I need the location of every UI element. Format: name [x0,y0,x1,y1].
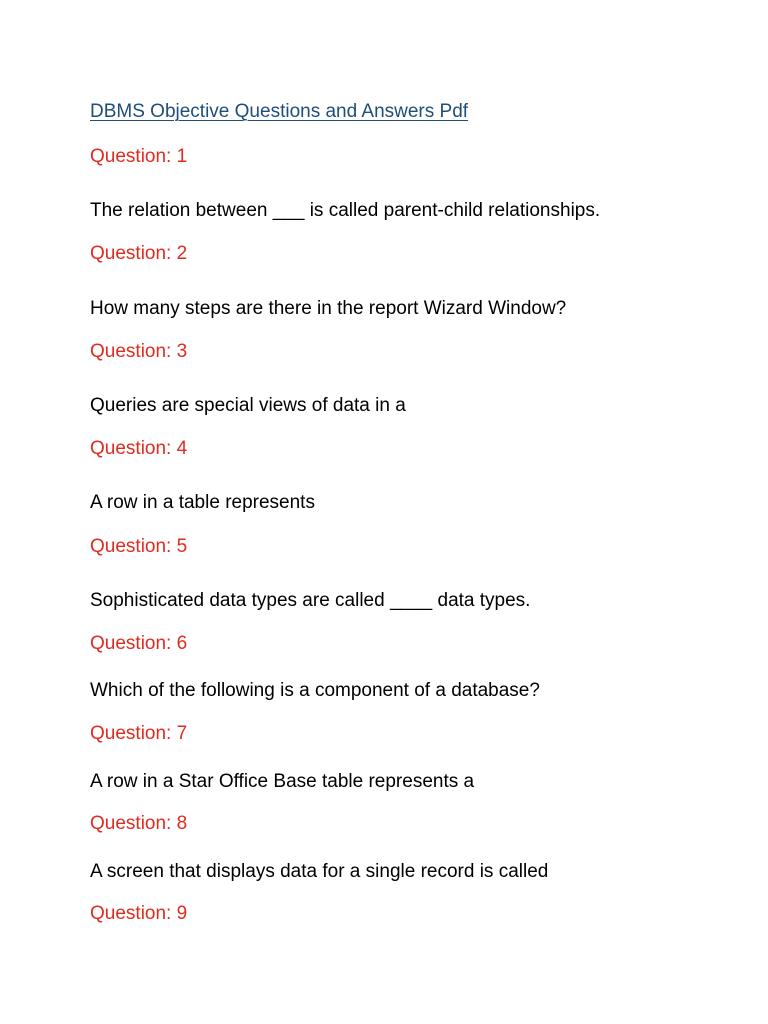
question-label-5: Question: 5 [90,536,188,557]
question-label-6: Question: 6 [90,633,188,654]
question-text-6: Which of the following is a component of a database? [90,680,540,701]
question-text-4: A row in a table represents [90,492,315,513]
question-text-7: A row in a Star Office Base table represents a [90,771,475,792]
question-label-8: Question: 8 [90,813,188,834]
question-label-9: Question: 9 [90,903,188,924]
question-text-8: A screen that displays data for a single record is called [90,861,549,882]
question-text-1: The relation between ___ is called parent-child relationships. [90,200,601,221]
question-label-7: Question: 7 [90,723,188,744]
document-title[interactable]: DBMS Objective Questions and Answers Pdf [90,101,469,122]
question-text-2: How many steps are there in the report Wizard Window? [90,298,567,319]
question-label-3: Question: 3 [90,341,188,362]
question-label-4: Question: 4 [90,438,188,459]
question-label-1: Question: 1 [90,146,188,167]
question-label-2: Question: 2 [90,243,188,264]
question-text-3: Queries are special views of data in a [90,395,406,416]
question-text-5: Sophisticated data types are called ____ data types. [90,590,531,611]
